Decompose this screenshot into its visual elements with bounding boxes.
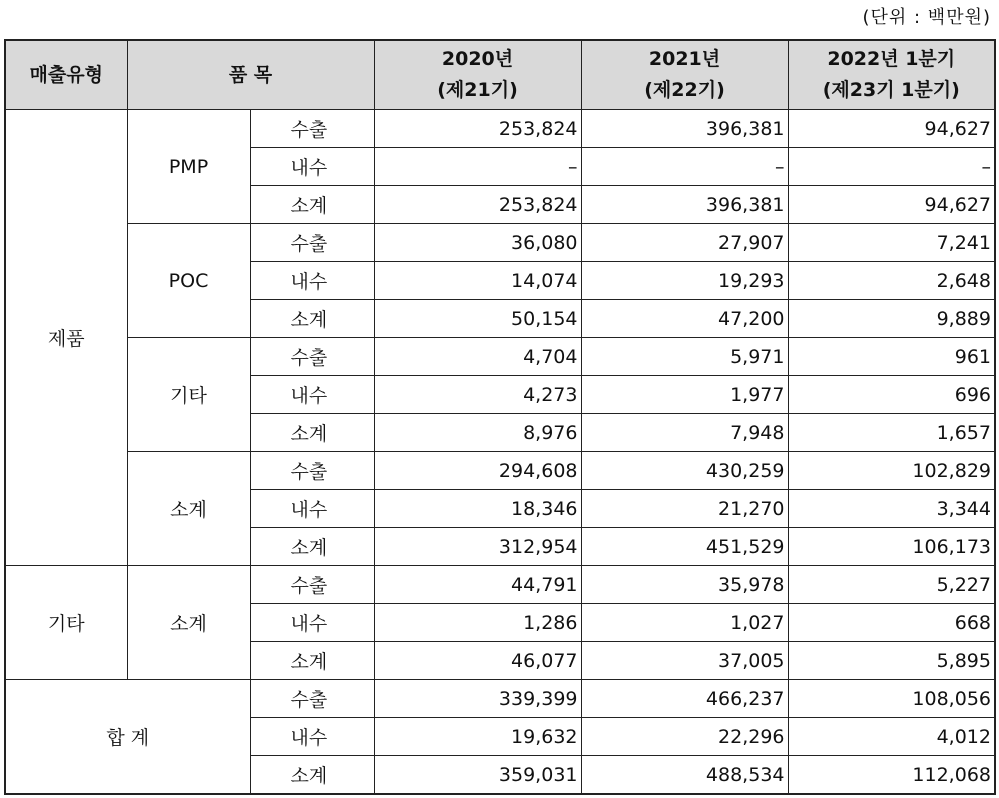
item-product-subtotal: 소계 — [127, 452, 250, 566]
value-2022: 696 — [788, 376, 995, 414]
header-2022 — [788, 40, 995, 110]
value-2022: 94,627 — [788, 110, 995, 148]
sub-label: 소계 — [250, 186, 374, 224]
value-2020: 312,954 — [374, 528, 581, 566]
sub-label: 소계 — [250, 414, 374, 452]
value-2022: 9,889 — [788, 300, 995, 338]
header-2021 — [581, 40, 788, 110]
sub-label: 수출 — [250, 680, 374, 718]
value-2022: 668 — [788, 604, 995, 642]
header-2022-period: (제23기 1분기) — [822, 79, 960, 101]
value-2021: 1,977 — [581, 376, 788, 414]
table-row — [5, 680, 995, 718]
sub-label: 소계 — [250, 642, 374, 680]
sub-label: 내수 — [250, 148, 374, 186]
value-2021: 19,293 — [581, 262, 788, 300]
value-2022: 94,627 — [788, 186, 995, 224]
item-other-subtotal: 소계 — [127, 566, 250, 680]
value-2021: – — [581, 148, 788, 186]
value-2020: 359,031 — [374, 756, 581, 795]
header-sales-type: 매출유형 — [5, 40, 127, 110]
value-2021: 7,948 — [581, 414, 788, 452]
group-other: 기타 — [5, 566, 127, 680]
item-other: 기타 — [127, 338, 250, 452]
group-total: 합 계 — [5, 680, 250, 795]
item-poc: POC — [127, 224, 250, 338]
header-item: 품 목 — [127, 40, 374, 110]
value-2020: 253,824 — [374, 186, 581, 224]
value-2021: 466,237 — [581, 680, 788, 718]
value-2021: 27,907 — [581, 224, 788, 262]
table-row — [5, 224, 995, 262]
value-2020: 8,976 — [374, 414, 581, 452]
sub-label: 내수 — [250, 376, 374, 414]
group-product: 제품 — [5, 110, 127, 566]
sub-label: 소계 — [250, 300, 374, 338]
value-2022: 4,012 — [788, 718, 995, 756]
sub-label: 수출 — [250, 452, 374, 490]
sub-label: 내수 — [250, 604, 374, 642]
value-2021: 22,296 — [581, 718, 788, 756]
value-2020: 253,824 — [374, 110, 581, 148]
value-2020: 4,704 — [374, 338, 581, 376]
value-2021: 5,971 — [581, 338, 788, 376]
sub-label: 수출 — [250, 566, 374, 604]
value-2020: 14,074 — [374, 262, 581, 300]
table-row — [5, 566, 995, 604]
value-2020: 1,286 — [374, 604, 581, 642]
value-2022: 7,241 — [788, 224, 995, 262]
sub-label: 내수 — [250, 718, 374, 756]
value-2020: 4,273 — [374, 376, 581, 414]
value-2021: 396,381 — [581, 186, 788, 224]
header-2020 — [374, 40, 581, 110]
value-2022: 961 — [788, 338, 995, 376]
value-2020: 339,399 — [374, 680, 581, 718]
sub-label: 수출 — [250, 338, 374, 376]
value-2021: 47,200 — [581, 300, 788, 338]
value-2022: 102,829 — [788, 452, 995, 490]
sales-table — [4, 39, 996, 795]
value-2022: 106,173 — [788, 528, 995, 566]
table-row — [5, 338, 995, 376]
value-2021: 1,027 — [581, 604, 788, 642]
value-2022: 1,657 — [788, 414, 995, 452]
value-2020: 19,632 — [374, 718, 581, 756]
value-2020: 294,608 — [374, 452, 581, 490]
sub-label: 내수 — [250, 262, 374, 300]
sub-label: 소계 — [250, 756, 374, 795]
header-2020-year: 2020년 — [441, 48, 514, 70]
header-row — [5, 40, 995, 110]
value-2021: 35,978 — [581, 566, 788, 604]
unit-note: (단위 : 백만원) — [862, 7, 991, 28]
value-2022: 5,895 — [788, 642, 995, 680]
value-2022: 3,344 — [788, 490, 995, 528]
value-2022: 2,648 — [788, 262, 995, 300]
sub-label: 내수 — [250, 490, 374, 528]
header-2022-year: 2022년 1분기 — [827, 48, 956, 70]
sub-label: 소계 — [250, 528, 374, 566]
value-2022: – — [788, 148, 995, 186]
table-row — [5, 110, 995, 148]
value-2020: 18,346 — [374, 490, 581, 528]
value-2020: 50,154 — [374, 300, 581, 338]
value-2022: 5,227 — [788, 566, 995, 604]
value-2020: 36,080 — [374, 224, 581, 262]
value-2020: 44,791 — [374, 566, 581, 604]
value-2020: 46,077 — [374, 642, 581, 680]
value-2021: 451,529 — [581, 528, 788, 566]
sub-label: 수출 — [250, 224, 374, 262]
value-2021: 21,270 — [581, 490, 788, 528]
header-2020-period: (제21기) — [437, 79, 518, 101]
table-row — [5, 452, 995, 490]
item-pmp: PMP — [127, 110, 250, 224]
header-2021-period: (제22기) — [644, 79, 725, 101]
value-2022: 112,068 — [788, 756, 995, 795]
value-2021: 396,381 — [581, 110, 788, 148]
value-2022: 108,056 — [788, 680, 995, 718]
header-2021-year: 2021년 — [648, 48, 721, 70]
value-2021: 430,259 — [581, 452, 788, 490]
value-2021: 488,534 — [581, 756, 788, 795]
sub-label: 수출 — [250, 110, 374, 148]
value-2020: – — [374, 148, 581, 186]
value-2021: 37,005 — [581, 642, 788, 680]
